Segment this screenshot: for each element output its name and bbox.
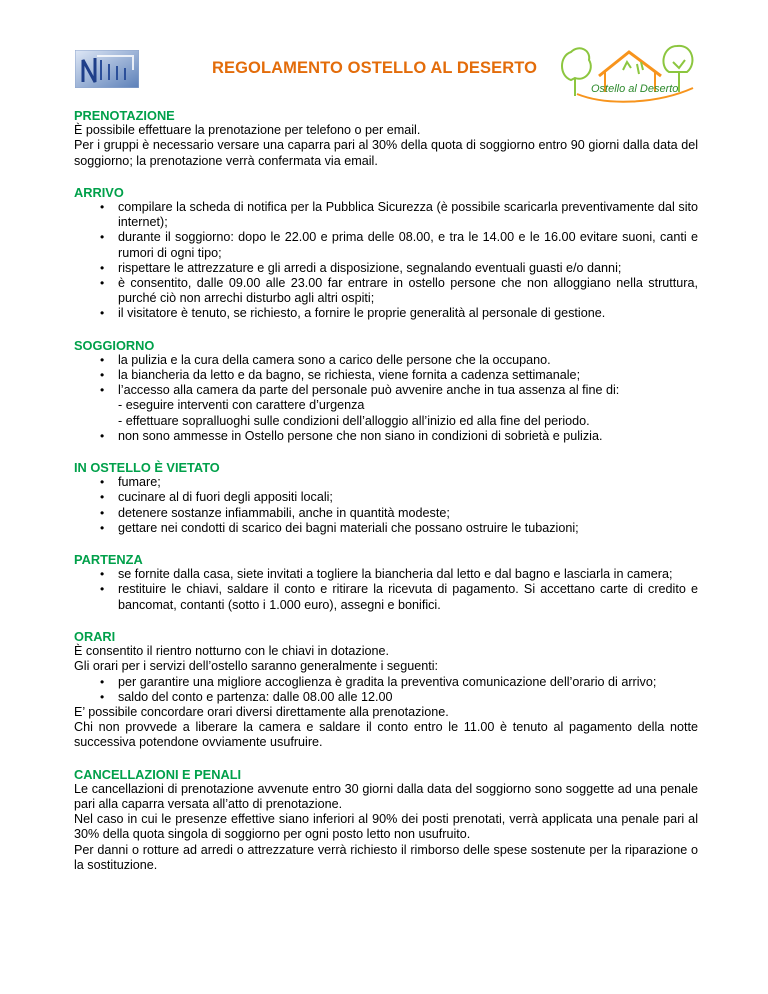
list-item: • cucinare al di fuori degli appositi locali; <box>74 490 698 505</box>
paragraph: Per i gruppi è necessario versare una caparra pari al 30% della quota di soggiorno entro 90 giorni dalla data del soggiorno; la prenotazione verrà confermata via email. <box>74 138 698 168</box>
section-vietato <box>74 460 698 536</box>
paragraph: E’ possibile concordare orari diversi direttamente alla prenotazione. <box>74 704 449 719</box>
bullet-list <box>74 475 698 536</box>
section-cancellazioni <box>74 767 698 873</box>
section-heading: CANCELLAZIONI E PENALI <box>74 766 242 782</box>
paragraph: Le cancellazioni di prenotazione avvenute entro 30 giorni dalla data del soggiorno sono soggette ad una penale pari alla caparra versata all’atto di prenotazione. <box>74 781 698 811</box>
list-item: • fumare; <box>74 475 698 490</box>
section-heading: SOGGIORNO <box>74 337 155 353</box>
paragraph: Per danni o rotture ad arredi o attrezzature verrà richiesto il rimborso delle spese sostenute per la riparazione o la sostituzione. <box>74 842 698 872</box>
list-item: • per garantire una migliore accoglienza è gradita la preventiva comunicazione dell’orario di arrivo; <box>74 675 698 690</box>
list-item: • se fornite dalla casa, siete invitati a togliere la biancheria dal letto e dal bagno e lasciarla in camera; <box>74 567 698 582</box>
section-heading: ORARI <box>74 628 116 644</box>
document-page <box>74 40 698 889</box>
bullet-list <box>74 353 698 444</box>
section-orari <box>74 629 698 751</box>
list-item: • detenere sostanze infiammabili, anche in quantità modeste; <box>74 506 698 521</box>
list-item: • saldo del conto e partenza: dalle 08.00 alle 12.00 <box>74 690 698 705</box>
paragraph: È consentito il rientro notturno con le chiavi in dotazione. <box>74 644 390 659</box>
list-item: • non sono ammesse in Ostello persone che non siano in condizioni di sobrietà e pulizia. <box>74 429 698 444</box>
section-heading: PARTENZA <box>74 552 143 568</box>
list-item: • rispettare le attrezzature e gli arredi a disposizione, segnalando eventuali guasti e/o danni; <box>74 261 698 276</box>
list-item: • compilare la scheda di notifica per la Pubblica Sicurezza (è possibile scaricarla preventivamente dal sito internet); <box>74 200 698 230</box>
paragraph: È possibile effettuare la prenotazione per telefono o per email. <box>74 123 421 138</box>
bullet-list <box>74 200 698 322</box>
paragraph: Chi non provvede a liberare la camera e saldare il conto entro le 11.00 è tenuto al pagamento della notte successiva potendone ovviamente usufruire. <box>74 720 698 750</box>
svg-text:Ostello al Deserto: Ostello al Deserto <box>591 83 679 95</box>
list-item: • è consentito, dalle 09.00 alle 23.00 far entrare in ostello persone che non alloggiano nella struttura, purché ciò non arrechi disturbo agli altri ospiti; <box>74 276 698 306</box>
section-heading: PRENOTAZIONE <box>74 108 175 123</box>
list-subitem: - effettuare sopralluoghi sulle condizioni dell’alloggio all’inizio ed alla fine del periodo. <box>118 413 590 428</box>
bullet-list <box>74 567 698 613</box>
section-soggiorno <box>74 338 698 444</box>
header <box>74 40 698 108</box>
section-partenza <box>74 552 698 613</box>
section-arrivo <box>74 185 698 322</box>
list-item: • la pulizia e la cura della camera sono a carico delle persone che la occupano. <box>74 353 698 368</box>
list-item-text: • l’accesso alla camera da parte del personale può avvenire anche in tua assenza al fine di: <box>118 383 620 398</box>
list-item: • gettare nei condotti di scarico dei bagni materiali che possano ostruire le tubazioni; <box>74 521 698 536</box>
list-item <box>74 383 698 429</box>
list-subitem: - eseguire interventi con carattere d’urgenza <box>118 398 365 413</box>
section-prenotazione <box>74 108 698 169</box>
paragraph: Nel caso in cui le presenze effettive siano inferiori al 90% dei posti prenotati, verrà applicata una penale pari al 30% della quota singola di soggiorno per ogni posto letto non usufruito. <box>74 812 698 842</box>
section-heading: ARRIVO <box>74 184 124 200</box>
list-item: • restituire le chiavi, saldare il conto e ritirare la ricevuta di pagamento. Si accettano carte di credito e bancomat, contanti (sotto i 1.000 euro), assegni e bonifici. <box>74 582 698 612</box>
bullet-list <box>74 675 698 705</box>
ostello-al-deserto-logo <box>557 40 703 106</box>
list-item: • durante il soggiorno: dopo le 22.00 e prima delle 08.00, e tra le 14.00 e le 16.00 evitare suoni, canti e rumori di ogni tipo; <box>74 230 698 260</box>
list-item: • la biancheria da letto e da bagno, se richiesta, viene fornita a cadenza settimanale; <box>74 368 698 383</box>
page-title: REGOLAMENTO OSTELLO AL DESERTO <box>212 59 538 77</box>
list-item: • il visitatore è tenuto, se richiesto, a fornire le proprie generalità al personale di gestione. <box>74 306 698 321</box>
nisida-logo <box>75 50 139 88</box>
section-heading: IN OSTELLO È VIETATO <box>74 460 220 476</box>
paragraph: Gli orari per i servizi dell’ostello saranno generalmente i seguenti: <box>74 659 439 674</box>
